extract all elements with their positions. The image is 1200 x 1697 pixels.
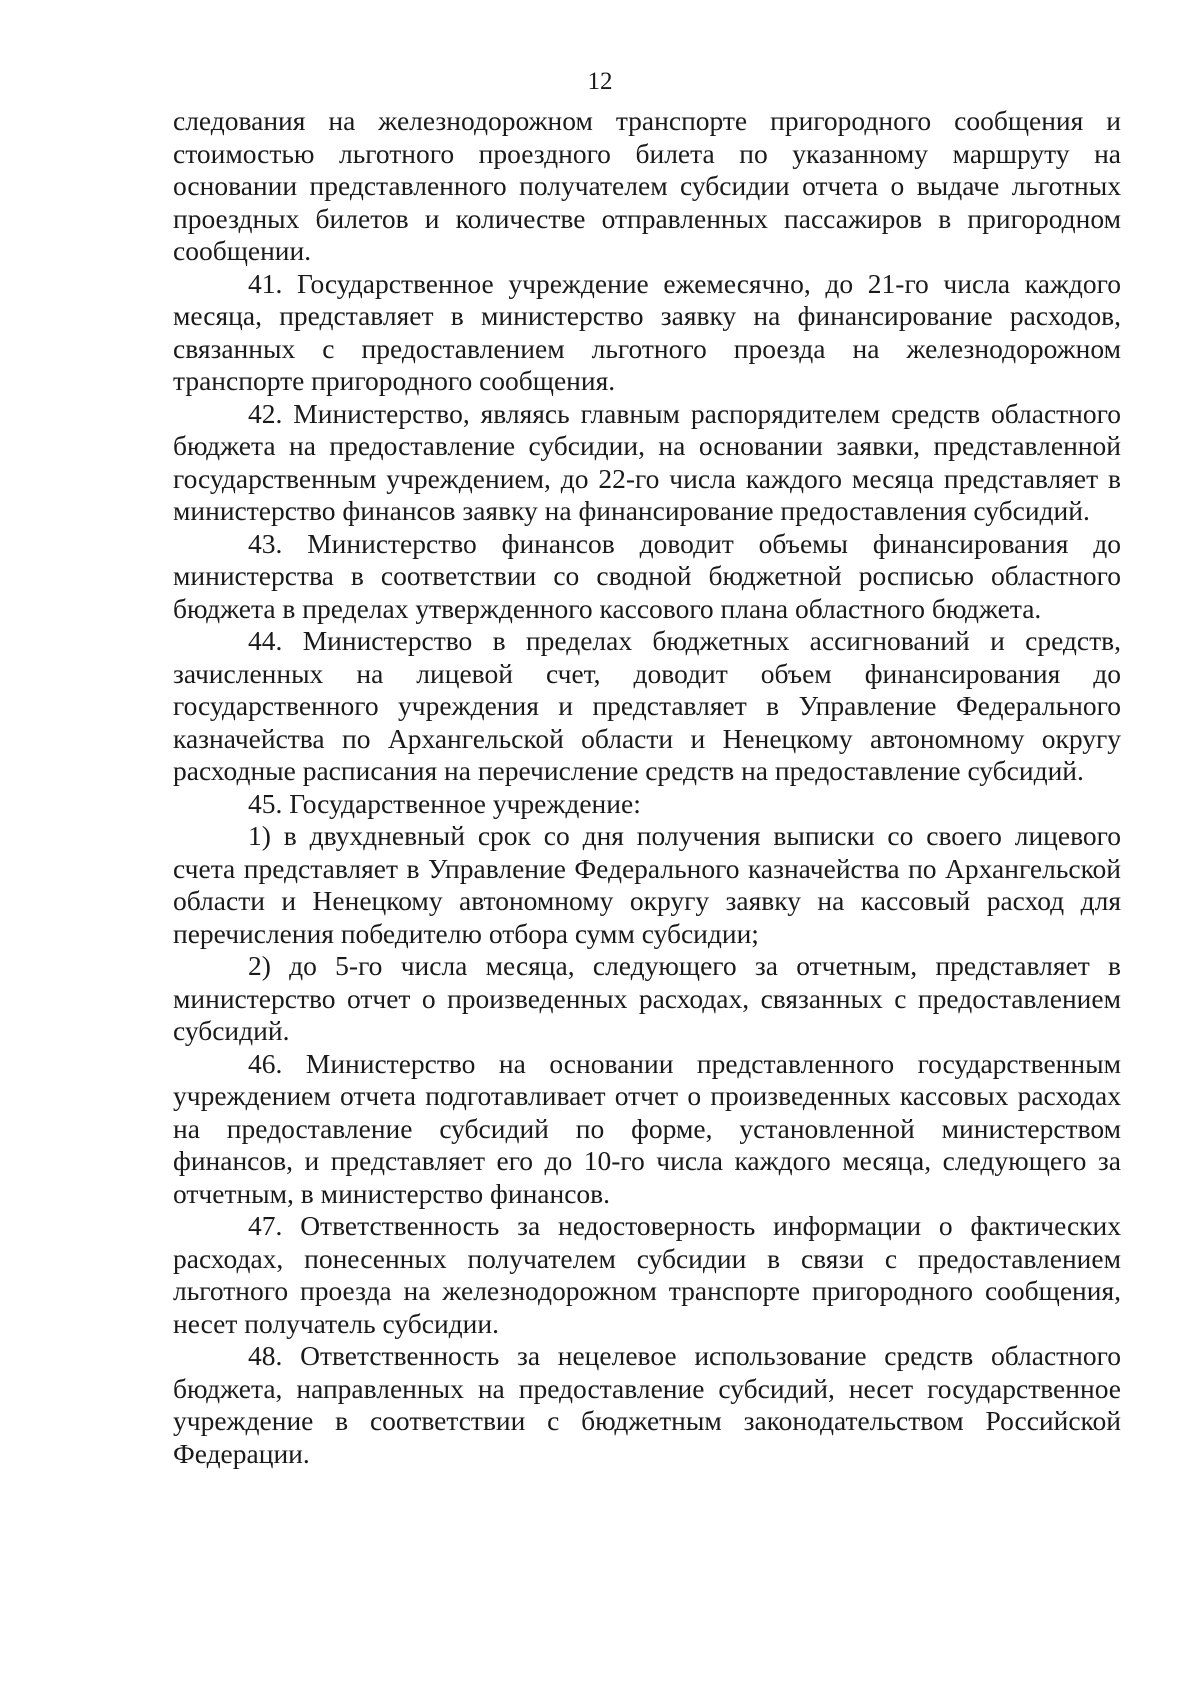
paragraph-45-item-1: 1) в двухдневный срок со дня получения выписки со своего лицевого счета представляет в Управление Федерального казначейства по Архангельской области и Ненецкому автономному округу заявку на кассовый расход для перечисления победителю отбора сумм субсидии;: [173, 820, 1121, 949]
paragraph-45-item-2: 2) до 5-го числа месяца, следующего за отчетным, представляет в министерство отчет о произведенных расходах, связанных с предоставлением субсидий.: [173, 950, 1121, 1046]
paragraph-continuation: следования на железнодорожном транспорте пригородного сообщения и стоимостью льготного проездного билета по указанному маршруту на основании представленного получателем субсидии отчета о выдаче льготных проездных билетов и количестве отправленных пассажиров в пригородном сообщении.: [173, 105, 1121, 266]
page-number: 12: [587, 68, 613, 95]
paragraph-44: 44. Министерство в пределах бюджетных ассигнований и средств, зачисленных на лицевой счет, доводит объем финансирования до государственного учреждения и представляет в Управление Федерального казначейства по Архангельской области и Ненецкому автономному округу расходные расписания на перечисление средств на предоставление субсидий.: [173, 625, 1121, 786]
paragraph-48: 48. Ответственность за нецелевое использование средств областного бюджета, направленных на предоставление субсидий, несет государственное учреждение в соответствии с бюджетным законодательством Российской Федерации.: [173, 1340, 1121, 1469]
document-body: [173, 105, 1121, 1470]
paragraph-46: 46. Министерство на основании представленного государственным учреждением отчета подготавливает отчет о произведенных кассовых расходах на предоставление субсидий по форме, установленной министерством финансов, и представляет его до 10-го числа каждого месяца, следующего за отчетным, в министерство финансов.: [173, 1047, 1121, 1209]
paragraph-47: 47. Ответственность за недостоверность информации о фактических расходах, понесенных получателем субсидии в связи с предоставлением льготного проезда на железнодорожном транспорте пригородного сообщения, несет получатель субсидии.: [173, 1210, 1121, 1339]
paragraph-42: 42. Министерство, являясь главным распорядителем средств областного бюджета на предоставление субсидии, на основании заявки, представленной государственным учреждением, до 22-го числа каждого месяца представляет в министерство финансов заявку на финансирование предоставления субсидий.: [173, 397, 1121, 526]
paragraph-41: 41. Государственное учреждение ежемесячно, до 21-го числа каждого месяца, представляет в министерство заявку на финансирование расходов, связанных с предоставлением льготного проезда на железнодорожном транспорте пригородного сообщения.: [173, 267, 1121, 396]
paragraph-45: 45. Государственное учреждение:: [248, 787, 641, 819]
paragraph-43: 43. Министерство финансов доводит объемы финансирования до министерства в соответствии со сводной бюджетной росписью областного бюджета в пределах утвержденного кассового плана областного бюджета.: [173, 527, 1121, 624]
